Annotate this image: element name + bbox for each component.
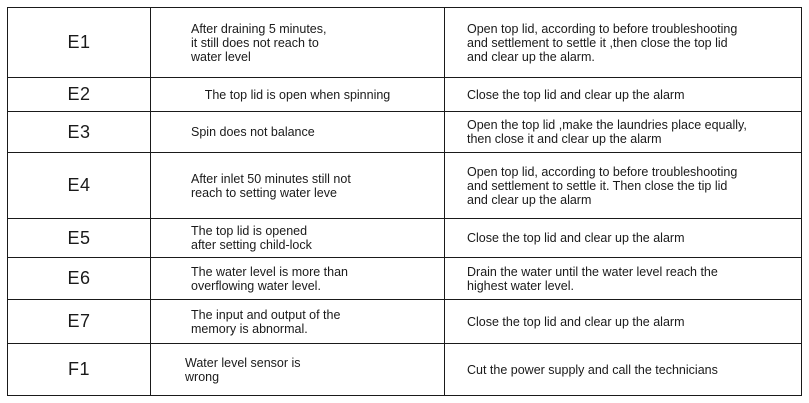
- error-solution: Close the top lid and clear up the alarm: [445, 300, 801, 344]
- error-description: After inlet 50 minutes still not reach to setting water leve: [151, 153, 445, 219]
- error-solution: Close the top lid and clear up the alarm: [445, 78, 801, 112]
- error-description: The input and output of the memory is abnormal.: [151, 300, 445, 344]
- error-code: E1: [8, 8, 151, 78]
- error-description: The water level is more than overflowing water level.: [151, 258, 445, 300]
- error-solution: Close the top lid and clear up the alarm: [445, 219, 801, 258]
- error-code: E6: [8, 258, 151, 300]
- error-description: The top lid is open when spinning: [151, 78, 445, 112]
- error-description: After draining 5 minutes, it still does not reach to water level: [151, 8, 445, 78]
- error-solution: Open the top lid ,make the laundries place equally, then close it and clear up the alarm: [445, 112, 801, 153]
- error-solution: Cut the power supply and call the technicians: [467, 362, 718, 377]
- error-code: E7: [8, 300, 151, 344]
- error-description: Water level sensor is wrong: [151, 344, 445, 395]
- error-description: Spin does not balance: [151, 112, 445, 153]
- error-solution: Open top lid, according to before troubleshooting and settlement to settle it ,then close the top lid and clear up the alarm.: [445, 8, 801, 78]
- error-code: E4: [8, 153, 151, 219]
- error-code: F1: [8, 344, 151, 395]
- error-code: E2: [8, 78, 151, 112]
- error-solution: Open top lid, according to before troubleshooting and settlement to settle it. Then close the tip lid and clear up the alarm: [445, 153, 801, 219]
- error-solution: Drain the water until the water level reach the highest water level.: [445, 258, 801, 300]
- error-code-table: [7, 7, 802, 396]
- error-code: E5: [8, 219, 151, 258]
- error-code: E3: [8, 112, 151, 153]
- error-description: The top lid is opened after setting child-lock: [151, 219, 445, 258]
